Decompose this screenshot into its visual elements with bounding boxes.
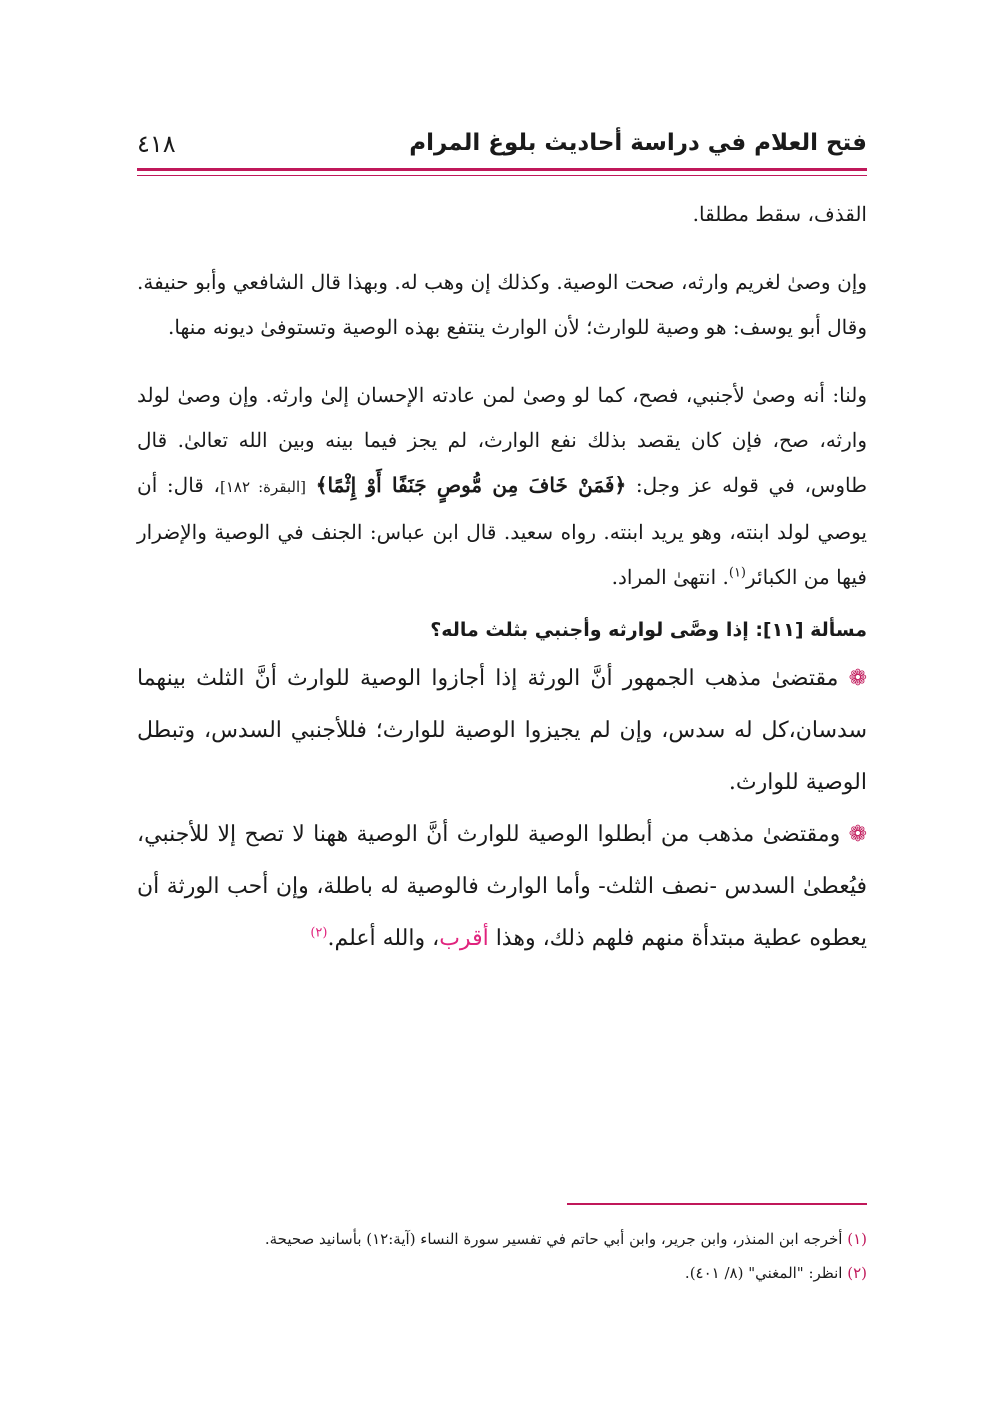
footnote-marker-2[interactable]: (٢) (310, 925, 328, 941)
paragraph-3-text-c: . انتهىٰ المراد. (611, 565, 729, 589)
bullet-paragraph-2 (137, 809, 867, 965)
header-rule-thick (137, 168, 867, 171)
footnote-1-text: أخرجه ابن المنذر، وابن جرير، وابن أبي حاتم في تفسير سورة النساء (آية:١٢) بأسانيد صحيحة. (264, 1230, 848, 1248)
bullet-2-text-a: ومقتضىٰ مذهب من أبطلوا الوصية للوارث أنَّ الوصية ههنا لا تصح إلا للأجنبي، فيُعطىٰ السدس -نصف الثلث- وأما الوارث فالوصية له باطلة، وإن أحب الورثة أن يعطوه عطية مبتدأة منهم فلهم ذلك، وهذا (137, 822, 867, 951)
book-title: فتح العلام في دراسة أحاديث بلوغ المرام (409, 130, 867, 156)
issue-heading: مسألة [١١]: إذا وصَّى لوارثه وأجنبي بثلث ماله؟ (430, 619, 867, 641)
footnote-separator (567, 1203, 867, 1205)
quran-verse: ﴿فَمَنْ خَافَ مِن مُّوصٍ جَنَفًا أَوْ إِثْمًا﴾ (315, 473, 627, 497)
paragraph-3 (137, 373, 867, 600)
highlighted-word: أقرب (439, 926, 489, 951)
paragraph-3-text-a: ولنا: أنه وصىٰ لأجنبي، فصح، كما لو وصىٰ لمن عادته الإحسان إلىٰ وارثه. وإن وصىٰ لولد وارثه، صح، فإن كان يقصد بذلك نفع الوارث، لم يجز فيما بينه وبين الله تعالىٰ. قال طاوس، في قوله عز وجل: (137, 383, 867, 497)
flower-bullet-icon: ❁ (848, 666, 868, 691)
footnote-2 (137, 1256, 867, 1290)
paragraph-3-text-b: ، قال: أن يوصي لولد ابنته، وهو يريد ابنته. رواه سعيد. قال ابن عباس: الجنف في الوصية والإضرار فيها من الكبائر (137, 473, 867, 589)
footnotes (137, 1222, 867, 1290)
paragraph-2: وإن وصىٰ لغريم وارثه، صحت الوصية. وكذلك إن وهب له. وبهذا قال الشافعي وأبو حنيفة. وقال أبو يوسف: هو وصية للوارث؛ لأن الوارث ينتفع بهذه الوصية وتستوفىٰ ديونه منها. (137, 270, 867, 339)
main-text (137, 192, 867, 965)
footnote-2-number: (٢) (847, 1264, 867, 1282)
paragraph-1: القذف، سقط مطلقا. (692, 202, 867, 226)
footnote-1-number: (١) (847, 1230, 867, 1248)
verse-reference: [البقرة: ١٨٢] (220, 478, 307, 496)
flower-bullet-icon: ❁ (848, 822, 867, 847)
footnote-1 (137, 1222, 867, 1256)
book-page (137, 0, 867, 1418)
bullet-2-text-b: ، والله أعلم. (327, 926, 440, 951)
header-rule-thin (137, 175, 867, 176)
running-header (137, 128, 867, 164)
footnote-marker-1[interactable]: (١) (728, 565, 746, 581)
bullet-paragraph-1 (137, 653, 867, 809)
bullet-1-text: مقتضىٰ مذهب الجمهور أنَّ الورثة إذا أجازوا الوصية للوارث أنَّ الثلث بينهما سدسان،كل له سدس، وإن لم يجيزوا الوصية للوارث؛ فللأجنبي السدس، وتبطل الوصية للوارث. (137, 666, 867, 795)
page-number: ٤١٨ (137, 130, 176, 158)
footnote-2-text: انظر: "المغني" (٨/ ٤٠١). (684, 1264, 848, 1282)
